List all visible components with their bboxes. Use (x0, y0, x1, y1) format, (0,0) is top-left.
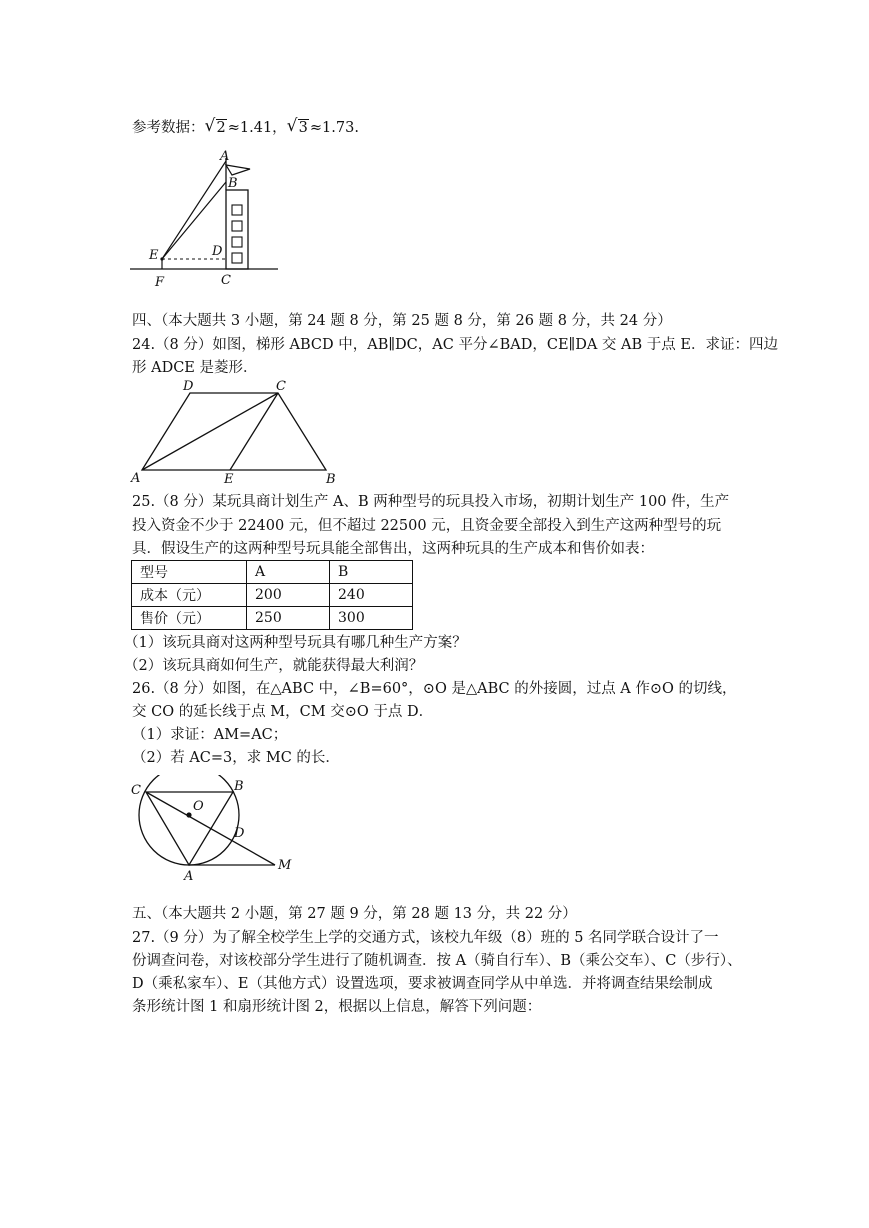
cost-price-table (131, 560, 413, 630)
q25-sub-2: （2）该玩具商如何生产，就能获得最大利润？ (124, 658, 424, 674)
label-o: O (193, 799, 204, 814)
q25-line-2: 投入资金不少于 22400 元，但不超过 22500 元，且资金要全部投入到生产这两种型号的玩 (132, 518, 722, 534)
center-point-o (186, 812, 191, 817)
segment-ce (230, 393, 278, 470)
table-row (132, 584, 413, 607)
table-header-row (132, 561, 413, 584)
table-cell: 成本（元） (132, 584, 247, 607)
line-cm (146, 792, 275, 865)
q27-line-3: D（乘私家车）、E（其他方式）设置选项，要求被调查同学从中单选．并将调查结果绘制成 (132, 976, 713, 992)
sqrt-three: √ 3 (286, 116, 308, 136)
sqrt-three-value: ≈1.73. (309, 120, 359, 136)
circumcircle-o (139, 775, 239, 865)
sqrt-two: √ 2 (204, 116, 226, 136)
label-b: B (234, 779, 244, 794)
table-cell: 240 (330, 584, 413, 607)
label-e: E (149, 248, 159, 263)
point-e (160, 257, 163, 260)
table-cell: 200 (247, 584, 330, 607)
q25-line-1: 25.（8 分）某玩具商计划生产 A、B 两种型号的玩具投入市场，初期计划生产 100 件，生产 (132, 494, 730, 510)
label-c: C (131, 783, 141, 798)
building (226, 190, 248, 269)
reference-data (132, 118, 359, 138)
q26-line-1: 26.（8 分）如图，在△ABC 中，∠B=60°，⊙O 是△ABC 的外接圆，过点 A 作⊙O 的切线， (132, 681, 737, 697)
table-cell: 售价（元） (132, 607, 247, 630)
table-header-cell: 型号 (132, 561, 247, 584)
label-b: B (326, 472, 336, 486)
q26-sub-1: （1）求证：AM=AC； (132, 727, 288, 743)
q25-sub-1: （1）该玩具商对这两种型号玩具有哪几种生产方案？ (124, 635, 467, 651)
q27-line-2: 份调查问卷，对该校部分学生进行了随机调查．按 A（骑自行车）、B（乘公交车）、C（步行）、 (132, 953, 742, 969)
label-m: M (278, 858, 292, 873)
circle-figure (128, 775, 298, 885)
q25-line-3: 具．假设生产的这两种型号玩具能全部售出，这两种玩具的生产成本和售价如表： (132, 541, 654, 557)
section-5-header: 五、（本大题共 2 小题，第 27 题 9 分，第 28 题 13 分，共 22 分） (132, 906, 577, 922)
label-a: A (131, 471, 141, 486)
q27-line-4: 条形统计图 1 和扇形统计图 2，根据以上信息，解答下列问题： (132, 999, 542, 1015)
section-4-header: 四、（本大题共 3 小题，第 24 题 8 分，第 25 题 8 分，第 26 题 8 分，共 24 分） (132, 313, 672, 329)
window-4 (232, 253, 242, 263)
window-3 (232, 237, 242, 247)
trapezoid-abcd (142, 393, 326, 470)
window-2 (232, 221, 242, 231)
sqrt-two-value: ≈1.41， (227, 120, 287, 136)
label-d: D (234, 826, 245, 841)
table-header-cell: A (247, 561, 330, 584)
window-1 (232, 205, 242, 215)
q26-sub-2: （2）若 AC=3，求 MC 的长． (132, 750, 340, 766)
label-d: D (212, 244, 223, 259)
table-cell: 250 (247, 607, 330, 630)
flag-icon (226, 165, 250, 175)
label-b: B (228, 176, 238, 191)
q26-line-2: 交 CO 的延长线于点 M，CM 交⊙O 于点 D． (132, 704, 434, 720)
label-a: A (220, 149, 230, 164)
table-row (132, 607, 413, 630)
label-d: D (183, 379, 194, 394)
label-c: C (276, 379, 286, 394)
label-f: F (155, 275, 165, 290)
label-c: C (221, 273, 231, 288)
q24-line-1: 24.（8 分）如图，梯形 ABCD 中，AB∥DC，AC 平分∠BAD，CE∥DA 交 AB 于点 E．求证：四边 (132, 337, 778, 353)
reference-prefix: 参考数据： (132, 120, 205, 136)
table-cell: 300 (330, 607, 413, 630)
q24-line-2: 形 ADCE 是菱形． (132, 360, 258, 376)
diagonal-ac (142, 393, 278, 470)
label-e: E (224, 472, 234, 486)
table-header-cell: B (330, 561, 413, 584)
label-a: A (184, 869, 194, 884)
trapezoid-figure (128, 378, 348, 486)
q27-line-1: 27.（9 分）为了解全校学生上学的交通方式，该校九年级（8）班的 5 名同学联合设计了一 (132, 930, 719, 946)
tower-figure (128, 148, 283, 290)
